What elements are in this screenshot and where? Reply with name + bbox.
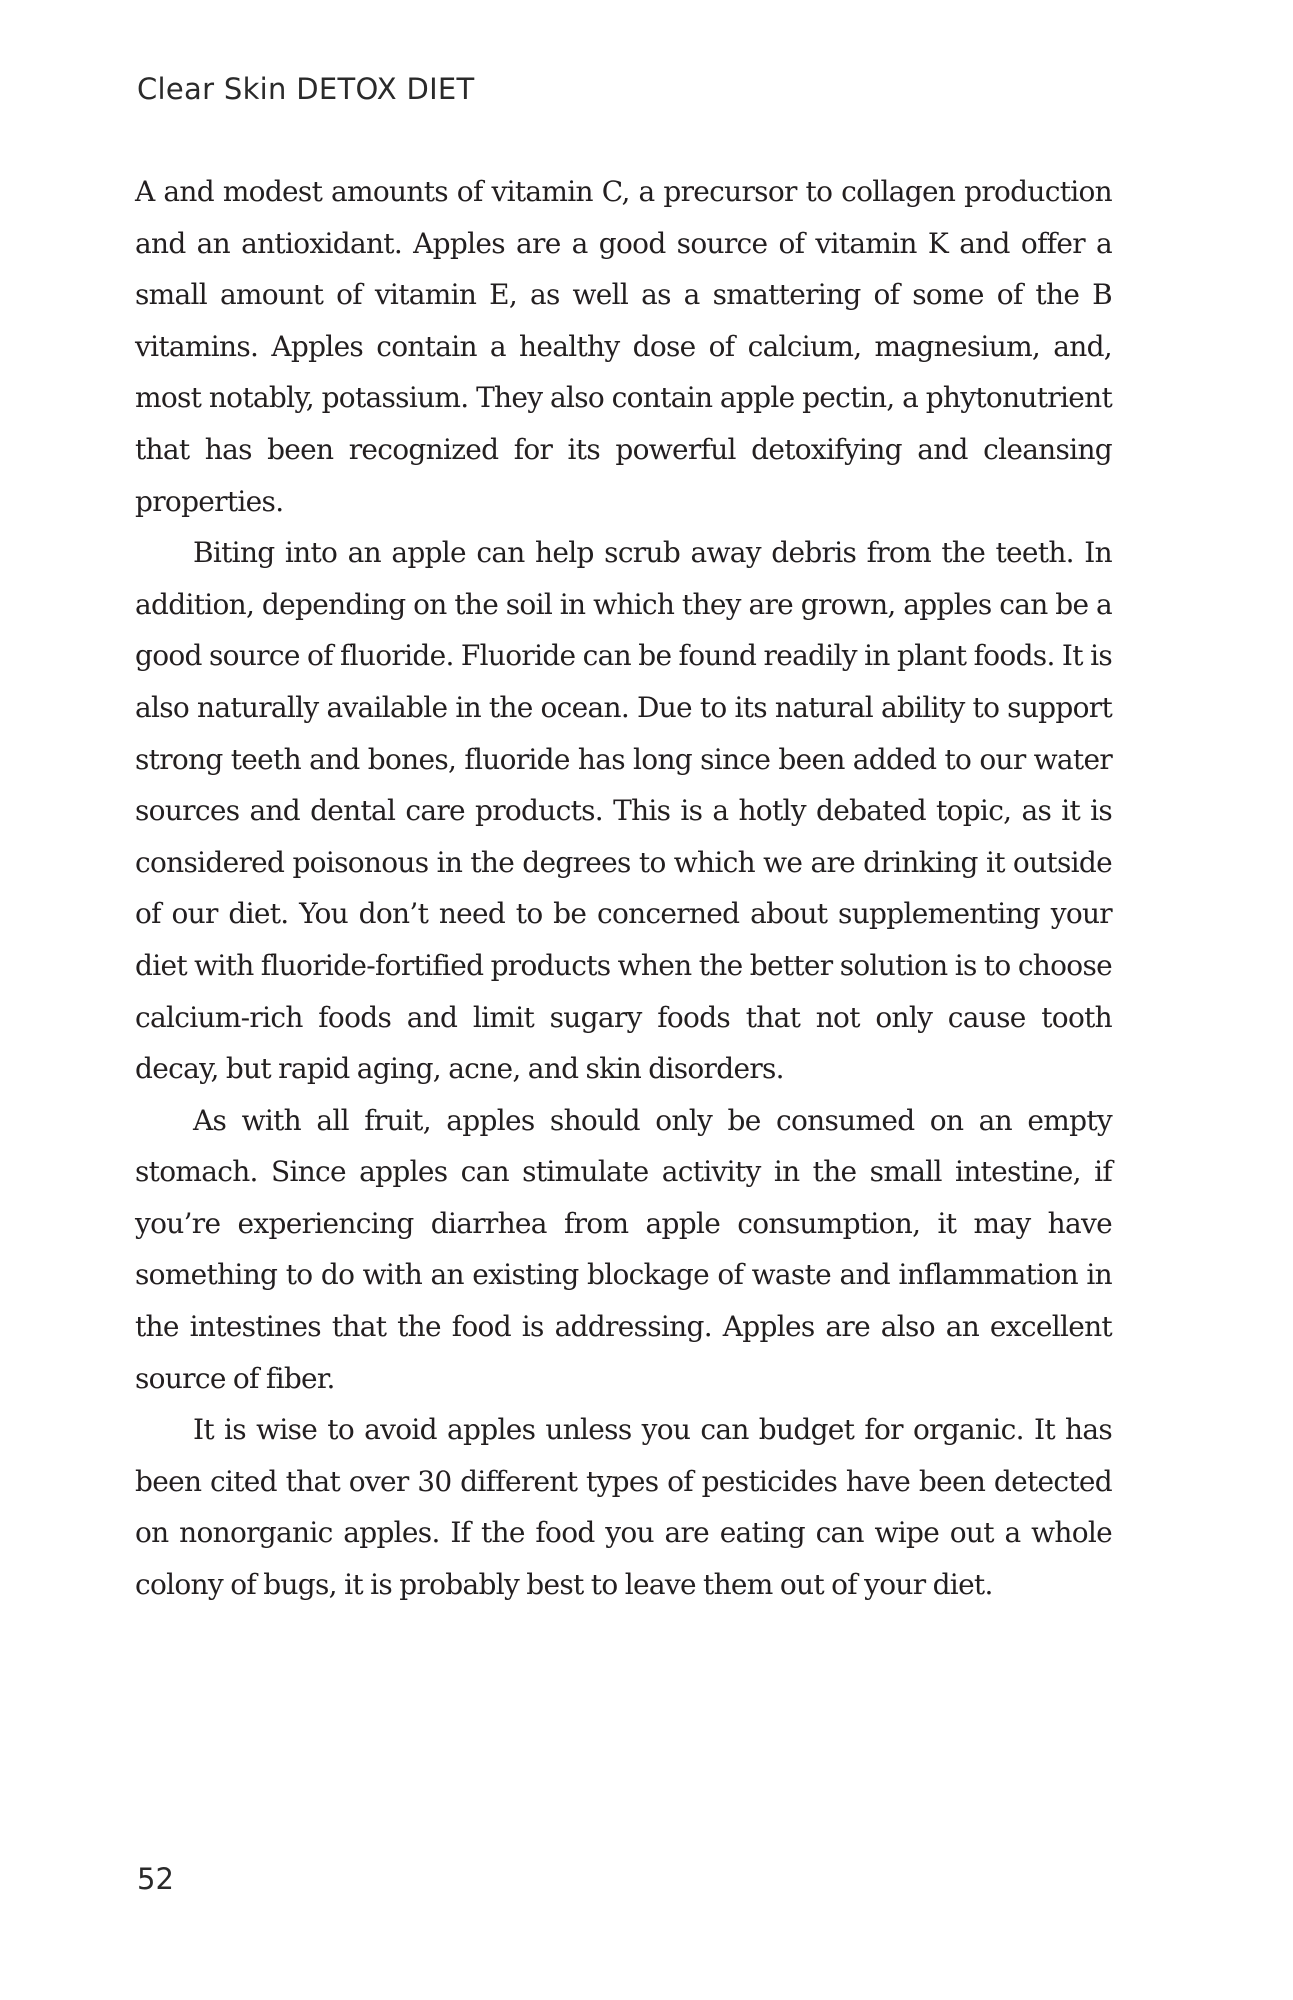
page-number: 52	[137, 1862, 174, 1896]
paragraph-1: A and modest amounts of vitamin C, a precursor to collagen production and an antioxidant. Apples are a good source of vitamin K and offer a small amount of vitamin E, as well as a smattering of some of the B vitamins. Apples contain a healthy dose of calcium, magnesium, and, most notably, potassium. They also contain apple pectin, a phytonutrient that has been recognized for its powerful detoxifying and cleansing properties.	[135, 175, 1112, 518]
body-text	[135, 166, 1112, 1611]
running-head: Clear Skin DETOX DIET	[137, 72, 475, 106]
paragraph-3: As with all fruit, apples should only be consumed on an empty stomach. Since apples can stimulate activity in the small intestine, if you’re experiencing diarrhea from apple consumption, it may have something to do with an existing blockage of waste and inflammation in the intestines that the food is addressing. Apples are also an excellent source of fiber.	[135, 1103, 1112, 1395]
paragraph-2: Biting into an apple can help scrub away debris from the teeth. In addition, depending on the soil in which they are grown, apples can be a good source of fluoride. Fluoride can be found readily in plant foods. It is also naturally available in the ocean. Due to its natural ability to support strong teeth and bones, fluoride has long since been added to our water sources and dental care products. This is a hotly debated topic, as it is considered poisonous in the degrees to which we are drinking it outside of our diet. You don’t need to be concerned about supplementing your diet with fluoride-fortified products when the better solution is to choose calcium-rich foods and limit sugary foods that not only cause tooth decay, but rapid aging, acne, and skin disorders.	[135, 536, 1112, 1086]
paragraph-4: It is wise to avoid apples unless you can budget for organic. It has been cited that over 30 different types of pesticides have been detected on nonorganic apples. If the food you are eating can wipe out a whole colony of bugs, it is probably best to leave them out of your diet.	[135, 1413, 1112, 1602]
